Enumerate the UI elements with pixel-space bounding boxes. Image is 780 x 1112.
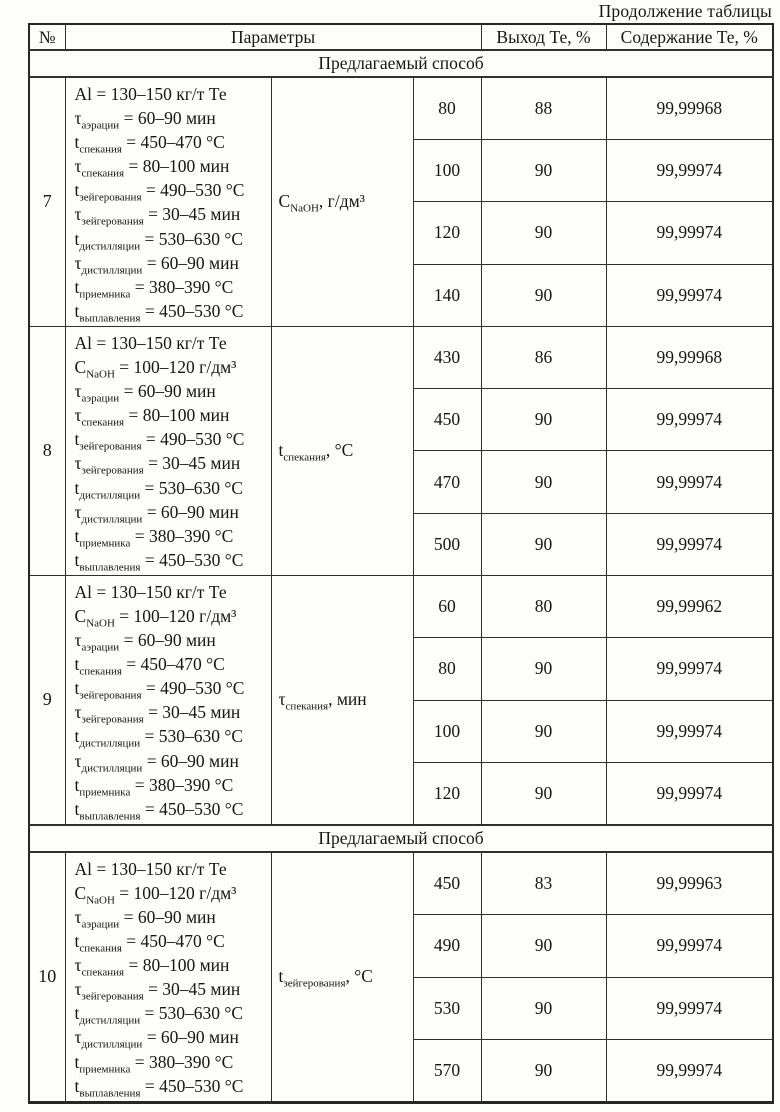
parameter-line: $\tau_{зейгерования} = 30-45$ мин (74, 979, 241, 1003)
section-title-row (29, 50, 773, 77)
content-value-cell: 99,99974 (606, 264, 773, 326)
parameter-line: $\tau_{аэрации} = 60-90$ мин (74, 630, 216, 654)
varied-value-cell: 470 (413, 451, 481, 513)
parameter-line: $t_{дистилляции} = 530-630$ °С (74, 1003, 244, 1027)
section-title-row (29, 825, 773, 852)
yield-value-cell: 90 (481, 389, 606, 451)
parameter-line: $C_{NaOH} = 100-120$ г/дм³ (74, 882, 237, 907)
varied-parameter-label: $C_{NaOH}$, г/дм³ (278, 191, 365, 215)
table-row (29, 326, 773, 388)
parameter-line: $\tau_{дистилляции} = 60-90$ мин (74, 750, 239, 775)
content-value-cell: 99,99968 (606, 326, 773, 388)
content-value-cell: 99,99974 (606, 202, 773, 264)
row-number-cell: 9 (29, 575, 65, 824)
varied-value-cell: 570 (413, 1040, 481, 1103)
varied-parameter-label: $t_{спекания}$, °С (278, 440, 354, 464)
table-row (29, 77, 773, 139)
parameter-line: $\tau_{зейгерования} = 30-45$ мин (74, 702, 241, 726)
parameter-line: $t_{спекания} = 450-470$ °С (74, 654, 225, 678)
content-value-cell: 99,99974 (606, 762, 773, 824)
varied-value-cell: 450 (413, 852, 481, 915)
parameter-line: $t_{приемника} = 380-390$ °С (74, 525, 234, 550)
parameter-line: $\tau_{дистилляции} = 60-90$ мин (74, 252, 239, 277)
varied-value-cell: 100 (413, 139, 481, 201)
parameter-line: $t_{выплавления} = 450-530$ °С (74, 300, 244, 325)
parameter-line: $t_{дистилляции} = 530-630$ °С (74, 228, 244, 253)
parameter-line: $t_{спекания} = 450-470$ °С (74, 931, 225, 955)
parameter-line: $\tau_{дистилляции} = 60-90$ мин (74, 1027, 239, 1051)
content-value-cell: 99,99974 (606, 914, 773, 977)
content-value-cell: 99,99974 (606, 1040, 773, 1103)
parameter-line: Al = 130–150 кг/т Те (74, 84, 227, 104)
parameter-line: $t_{приемника} = 380-390$ °С (74, 1051, 234, 1076)
yield-value-cell: 90 (481, 762, 606, 824)
table-row (29, 575, 773, 637)
yield-value-cell: 90 (481, 513, 606, 575)
varied-value-cell: 80 (413, 77, 481, 139)
row-number-cell: 10 (29, 852, 65, 1102)
varied-parameter-cell (271, 852, 413, 1102)
parameter-line: $\tau_{аэрации} = 60-90$ мин (74, 381, 216, 405)
varied-value-cell: 500 (413, 513, 481, 575)
parameter-line: $\tau_{дистилляции} = 60-90$ мин (74, 501, 239, 526)
table-row (29, 852, 773, 915)
parameter-line: $\tau_{спекания} = 80-100$ мин (74, 405, 230, 429)
content-value-cell: 99,99974 (606, 977, 773, 1040)
header-yield: Выход Те, % (481, 24, 606, 50)
varied-parameter-label: $\tau_{спекания}$, мин (278, 689, 367, 713)
varied-value-cell: 140 (413, 264, 481, 326)
varied-parameter-cell (271, 575, 413, 824)
parameters-cell (65, 77, 271, 326)
parameter-line: $t_{выплавления} = 450-530$ °С (74, 549, 244, 574)
table-body (29, 50, 773, 1102)
row-number-cell: 8 (29, 326, 65, 575)
content-value-cell: 99,99974 (606, 638, 773, 700)
yield-value-cell: 90 (481, 1040, 606, 1103)
parameter-line: $t_{выплавления} = 450-530$ °С (74, 798, 244, 823)
varied-parameter-cell (271, 326, 413, 575)
parameter-line: $C_{NaOH} = 100-120$ г/дм³ (74, 357, 237, 381)
yield-value-cell: 90 (481, 451, 606, 513)
header-row (29, 24, 773, 50)
varied-value-cell: 120 (413, 202, 481, 264)
yield-value-cell: 90 (481, 977, 606, 1040)
parameter-line: $\tau_{зейгерования} = 30-45$ мин (74, 453, 241, 477)
parameter-line: $t_{приемника} = 380-390$ °С (74, 276, 234, 301)
parameter-line: $t_{зейгерования} = 490-530$ °С (74, 429, 245, 453)
parameter-line: $\tau_{спекания} = 80-100$ мин (74, 156, 230, 180)
parameter-line: $t_{дистилляции} = 530-630$ °С (74, 477, 244, 501)
yield-value-cell: 80 (481, 575, 606, 637)
varied-value-cell: 60 (413, 575, 481, 637)
parameter-line: $t_{зейгерования} = 490-530$ °С (74, 180, 245, 204)
varied-value-cell: 430 (413, 326, 481, 388)
parameter-line: $\tau_{спекания} = 80-100$ мин (74, 955, 230, 979)
results-table (28, 23, 774, 1104)
parameters-cell (65, 326, 271, 575)
parameter-line: Al = 130–150 кг/т Те (74, 858, 227, 879)
yield-value-cell: 90 (481, 202, 606, 264)
yield-value-cell: 90 (481, 700, 606, 762)
parameter-line: $C_{NaOH} = 100-120$ г/дм³ (74, 605, 237, 630)
content-value-cell: 99,99968 (606, 77, 773, 139)
content-value-cell: 99,99974 (606, 139, 773, 201)
row-number-cell: 7 (29, 77, 65, 326)
parameters-cell (65, 575, 271, 824)
parameter-line: $t_{выплавления} = 450-530$ °С (74, 1075, 244, 1100)
yield-value-cell: 86 (481, 326, 606, 388)
varied-value-cell: 450 (413, 389, 481, 451)
content-value-cell: 99,99974 (606, 513, 773, 575)
parameter-line: $t_{спекания} = 450-470$ °С (74, 132, 225, 156)
parameter-line: $t_{зейгерования} = 490-530$ °С (74, 678, 245, 702)
parameter-line: $t_{приемника} = 380-390$ °С (74, 774, 234, 799)
section-title: Предлагаемый способ (29, 825, 773, 852)
varied-parameter-cell (271, 77, 413, 326)
header-parameters: Параметры (65, 24, 481, 50)
yield-value-cell: 90 (481, 914, 606, 977)
content-value-cell: 99,99974 (606, 389, 773, 451)
content-value-cell: 99,99974 (606, 451, 773, 513)
header-number: № (29, 24, 65, 50)
yield-value-cell: 83 (481, 852, 606, 915)
varied-value-cell: 80 (413, 638, 481, 700)
parameter-line: Al = 130–150 кг/т Те (74, 581, 227, 602)
yield-value-cell: 90 (481, 139, 606, 201)
yield-value-cell: 90 (481, 638, 606, 700)
parameter-line: $\tau_{аэрации} = 60-90$ мин (74, 907, 216, 931)
parameter-line: $\tau_{зейгерования} = 30-45$ мин (74, 204, 241, 228)
yield-value-cell: 90 (481, 264, 606, 326)
varied-parameter-label: $t_{зейгерования}$, °С (278, 966, 373, 990)
table-continuation-caption: Продолжение таблицы (598, 1, 772, 21)
parameter-line: $t_{дистилляции} = 530-630$ °С (74, 726, 244, 750)
varied-value-cell: 120 (413, 762, 481, 824)
content-value-cell: 99,99962 (606, 575, 773, 637)
parameters-cell (65, 852, 271, 1102)
parameter-line: $\tau_{аэрации} = 60-90$ мин (74, 108, 216, 132)
varied-value-cell: 100 (413, 700, 481, 762)
parameter-line: Al = 130–150 кг/т Те (74, 332, 227, 353)
section-title: Предлагаемый способ (29, 50, 773, 77)
content-value-cell: 99,99963 (606, 852, 773, 915)
varied-value-cell: 530 (413, 977, 481, 1040)
header-content: Содержание Те, % (606, 24, 773, 50)
yield-value-cell: 88 (481, 77, 606, 139)
content-value-cell: 99,99974 (606, 700, 773, 762)
varied-value-cell: 490 (413, 914, 481, 977)
